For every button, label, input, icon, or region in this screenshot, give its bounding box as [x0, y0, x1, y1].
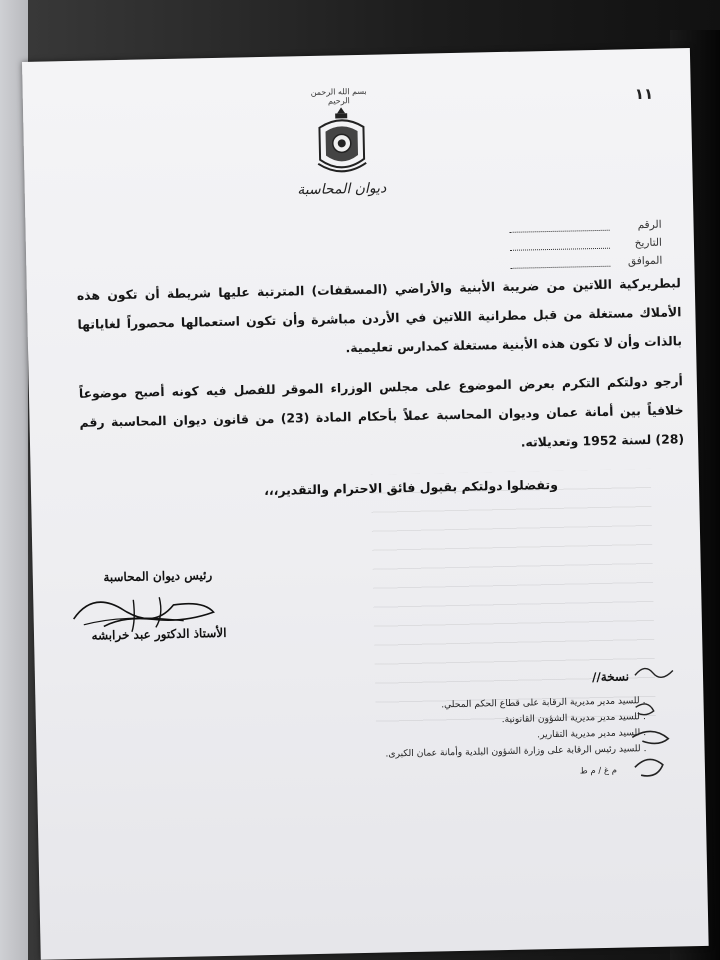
dotted-line	[510, 230, 610, 233]
page-number: ١١	[634, 84, 654, 104]
corresponding-date-label: الموافق	[627, 254, 663, 268]
reference-number-field	[513, 219, 661, 238]
jordan-coat-of-arms-icon	[313, 103, 371, 180]
date-field	[514, 237, 662, 256]
closing-salutation: وتفضلوا دولتكم بقبول فائق الاحترام والتقدير،،،	[263, 476, 559, 499]
copies-list	[335, 693, 646, 763]
handwritten-initials-icon	[627, 696, 689, 787]
copy-recipient: . للسيد مدير مديرية الرقابة على قطاع الحكم المحلي.	[335, 693, 645, 715]
letter-page	[22, 48, 709, 960]
date-label: التاريخ	[634, 236, 663, 250]
copy-recipient: . للسيد رئيس الرقابة على وزارة الشؤون البلدية وأمانة عمان الكبرى.	[336, 741, 646, 763]
copy-recipient: . للسيد مدير مديرية الشؤون القانونية.	[336, 709, 646, 731]
dotted-line	[510, 266, 610, 269]
body-paragraph-2: أرجو دولتكم التكرم بعرض الموضوع على مجلس الوزراء الموقر للفصل فيه كونه أصبح موضوعاً خلافياً بين أمانة عمان وديوان المحاسبة عملاً بأحكام المادة (23) من قانون ديوان المحاسبة رقم (28) لسنة 1952 وتعديلاته.	[78, 373, 685, 450]
reference-code: م غ / م ط	[579, 765, 618, 777]
bleed-through-text	[371, 469, 656, 725]
copies-label: نسخة//	[591, 669, 630, 685]
handwritten-mark-icon	[631, 660, 677, 683]
basmala: بسم الله الرحمن الرحيم	[310, 86, 367, 106]
signatory-name: الأستاذ الدكتور عبد خرابشه	[91, 625, 227, 643]
dotted-line	[510, 248, 610, 251]
reference-number-label: الرقم	[637, 218, 662, 232]
department-name: ديوان المحاسبة	[297, 180, 387, 199]
copy-recipient: . للسيد مدير مديرية التقارير.	[336, 725, 646, 747]
signatory-title: رئيس ديوان المحاسبة	[103, 568, 213, 585]
body-paragraph-1: لبطريركية اللاتين من ضريبة الأبنية والأراضي (المسقفات) المترتبة عليها شريطة أن تكون هذه الأملاك مستغلة من قبل مطرانية اللاتين في الأردن مباشرة وأن تكون استعمالها محصوراً لغاياتها بالذات وأن لا تكون هذه الأبنية مستغلة كمدارس تعليمية.	[76, 275, 683, 356]
